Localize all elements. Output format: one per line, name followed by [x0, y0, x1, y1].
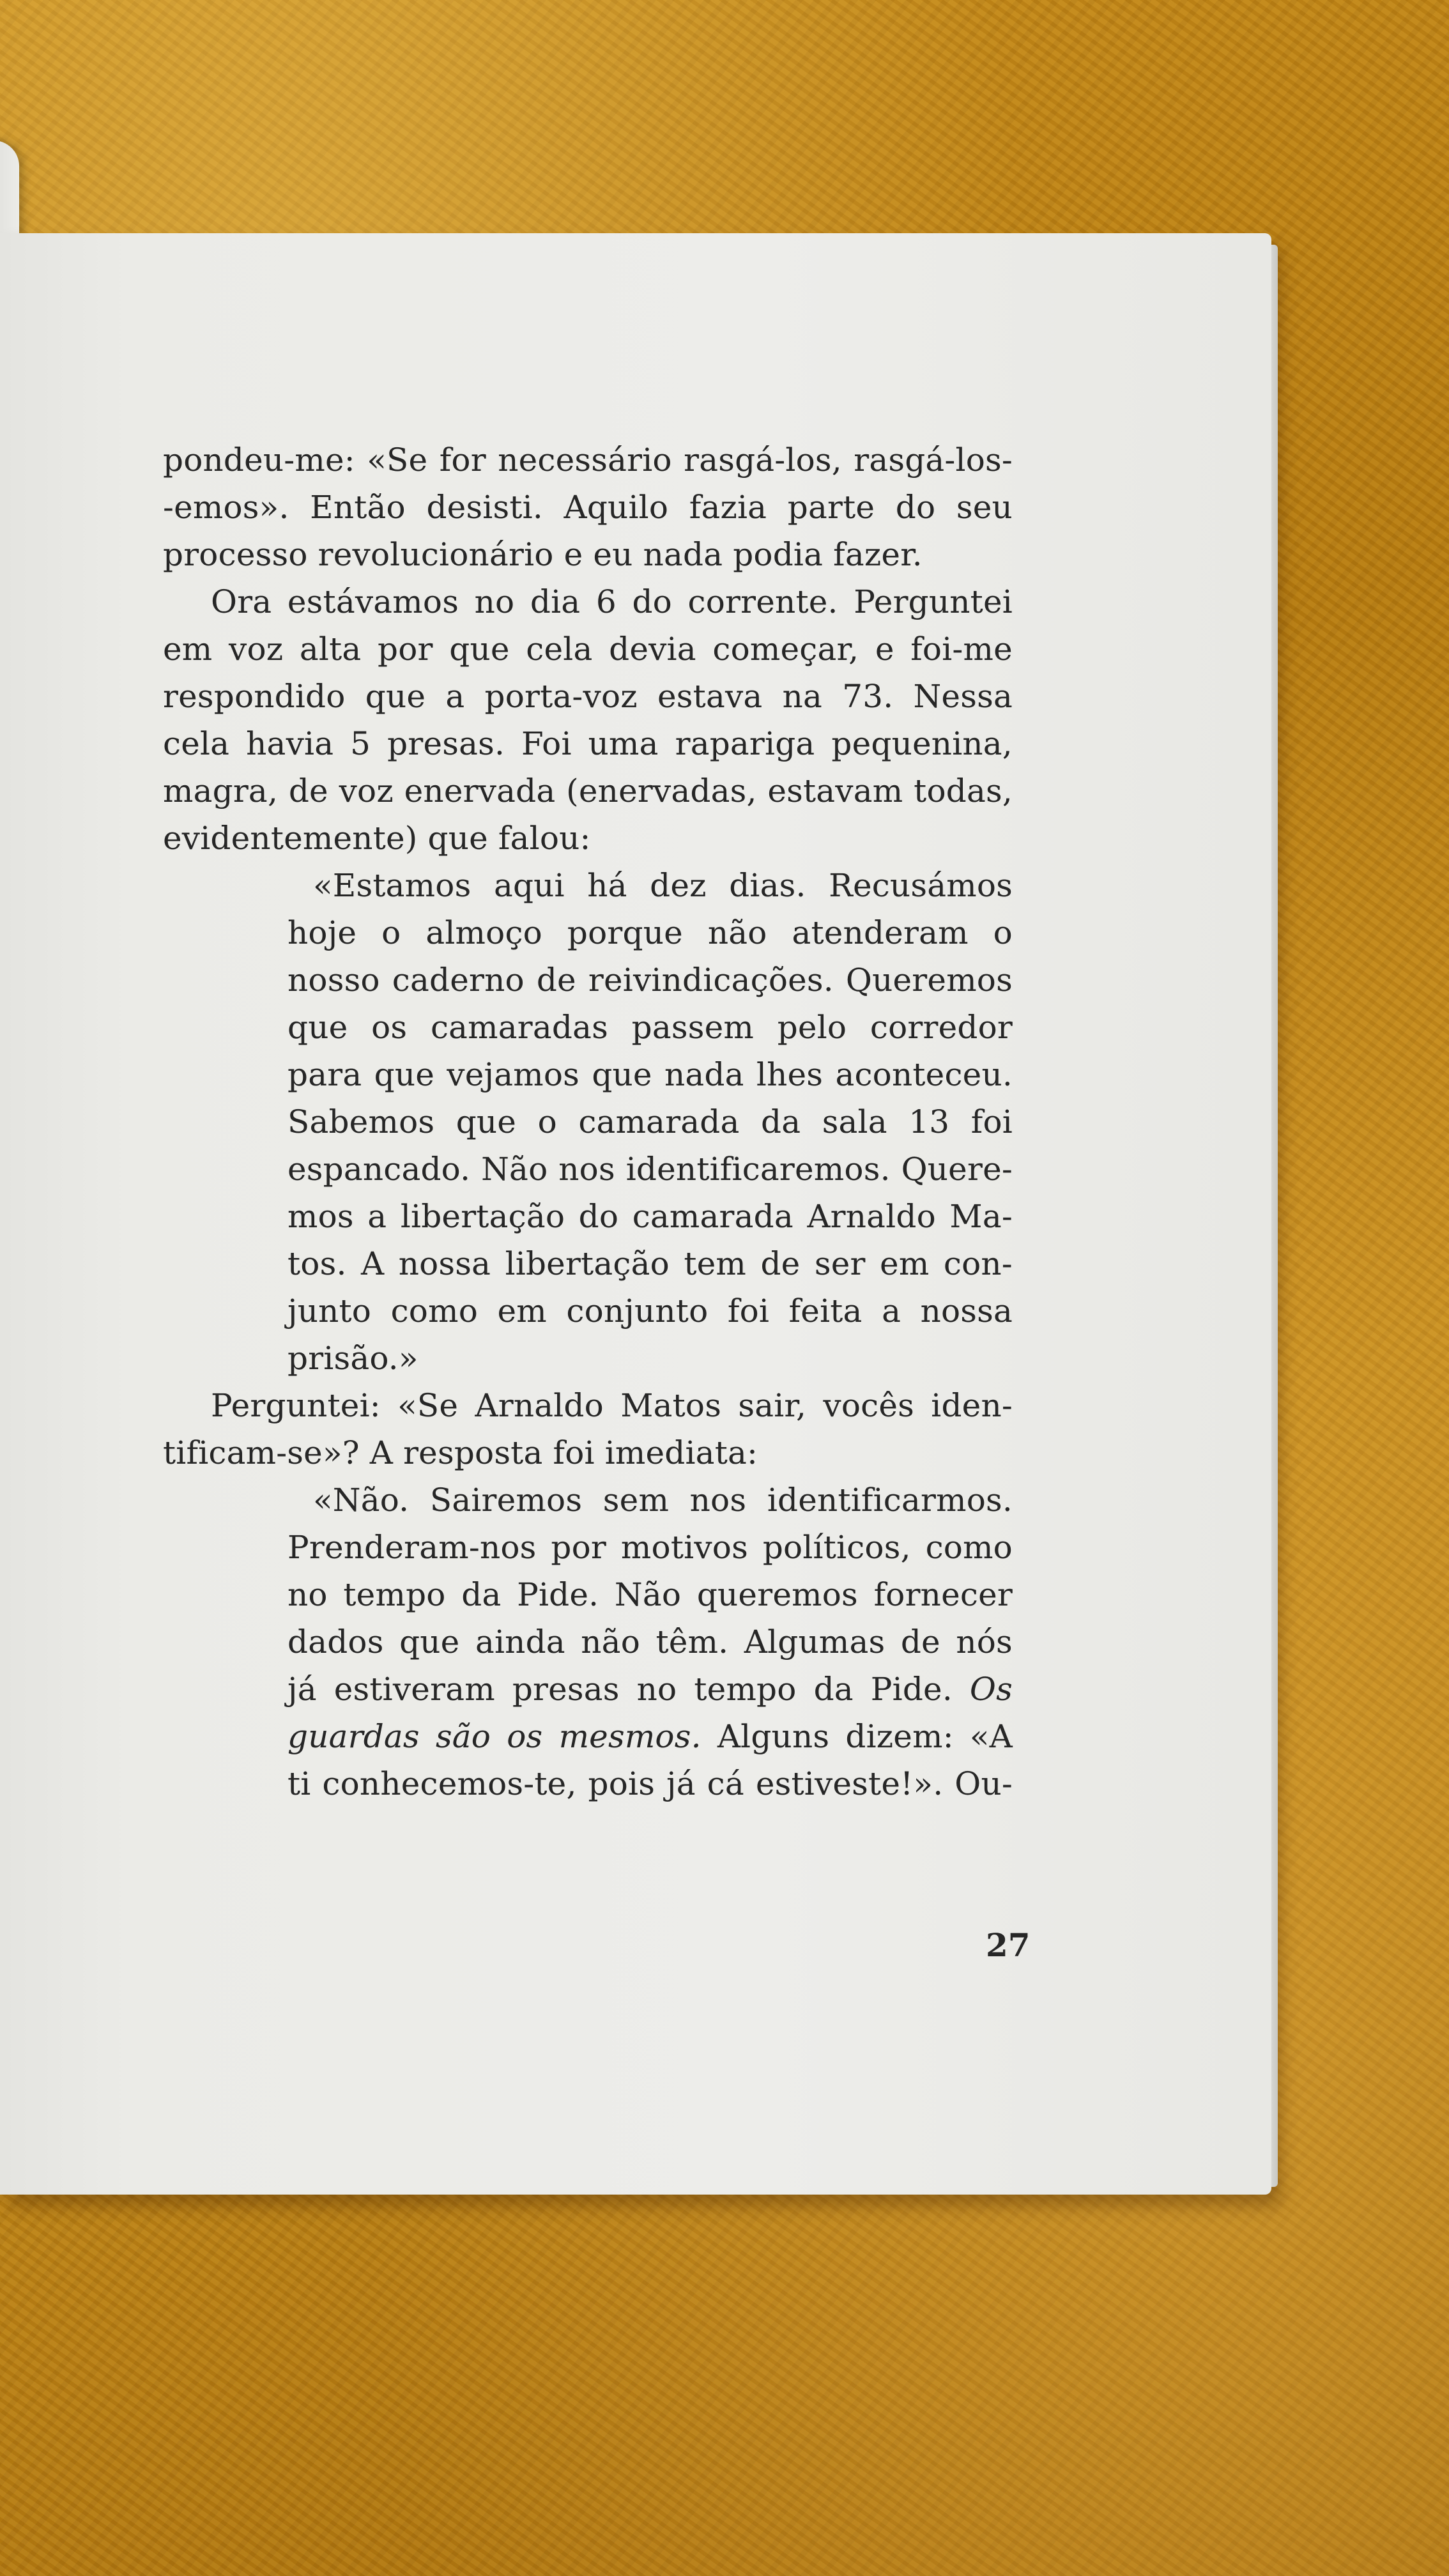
- word: cá: [707, 1765, 744, 1802]
- word: há: [587, 867, 627, 904]
- text-line: [163, 720, 1013, 767]
- word: que: [365, 678, 426, 715]
- word: que: [374, 1056, 435, 1093]
- word: almoço: [425, 914, 542, 951]
- word: Perguntei: [854, 583, 1013, 620]
- word: tem: [684, 1245, 747, 1282]
- word: Queremos: [845, 962, 1013, 999]
- quote-line: [288, 1098, 1013, 1146]
- word: feita: [788, 1292, 862, 1330]
- word: conjunto: [566, 1292, 709, 1330]
- word: 73.: [842, 678, 894, 715]
- text-line: [163, 578, 1013, 625]
- word: dizem:: [845, 1718, 954, 1755]
- word: em: [163, 631, 213, 668]
- word: processo: [163, 536, 308, 573]
- quote-line: [288, 1051, 1013, 1098]
- word: «Se: [397, 1387, 459, 1424]
- word: camaradas: [430, 1009, 608, 1046]
- word: dez: [650, 867, 707, 904]
- word: alta: [299, 631, 362, 668]
- word: aconteceu.: [835, 1056, 1013, 1093]
- word: Não: [614, 1576, 682, 1613]
- word: do: [632, 583, 672, 620]
- word: foi: [553, 1434, 595, 1471]
- word: Ou-: [954, 1765, 1013, 1802]
- quote-line: [288, 1240, 1013, 1287]
- word: 5: [350, 725, 371, 762]
- word: estávamos: [287, 583, 459, 620]
- word: nada: [643, 536, 723, 573]
- word: têm.: [656, 1623, 729, 1660]
- word: tificam-se»?: [163, 1434, 360, 1471]
- word: desisti.: [426, 489, 543, 526]
- word: revolucionário: [318, 536, 554, 573]
- word: de: [536, 962, 576, 999]
- word: sala: [822, 1103, 887, 1140]
- word: nosso: [288, 962, 380, 999]
- block-quote: [163, 862, 1013, 1382]
- word: cela: [526, 631, 593, 668]
- word: corredor: [870, 1009, 1013, 1046]
- quote-line: [288, 1666, 1013, 1713]
- word: fornecer: [873, 1576, 1013, 1613]
- word: Ma-: [949, 1198, 1013, 1235]
- word: que: [427, 820, 488, 857]
- word: identificaremos.: [625, 1151, 891, 1188]
- word: lhes: [756, 1056, 824, 1093]
- quote-line: [288, 1713, 1013, 1760]
- word: foi-me: [910, 631, 1013, 668]
- word: guardas: [288, 1718, 420, 1755]
- word: da: [461, 1576, 502, 1613]
- word: foi: [727, 1292, 770, 1330]
- quote-line: [288, 1193, 1013, 1240]
- word: reivindicações.: [588, 962, 834, 999]
- word: cela: [163, 725, 230, 762]
- word: por: [378, 631, 433, 668]
- word: parte: [787, 489, 875, 526]
- word: conhecemos-te,: [322, 1765, 577, 1802]
- page-text: [163, 436, 1013, 1807]
- word: caderno: [392, 962, 525, 999]
- word: nossa: [398, 1245, 491, 1282]
- quote-line: [288, 1146, 1013, 1193]
- word: «Se: [367, 441, 428, 479]
- word: -emos».: [163, 489, 289, 526]
- word: «Não.: [313, 1482, 410, 1519]
- word: dados: [288, 1623, 384, 1660]
- word: enervada: [404, 772, 556, 809]
- text-line: [163, 484, 1013, 531]
- word: camarada: [632, 1198, 793, 1235]
- word: for: [439, 441, 486, 479]
- quote-line: [288, 1524, 1013, 1571]
- word: libertação: [505, 1245, 670, 1282]
- word: estiveram: [334, 1671, 495, 1708]
- word: Os: [969, 1671, 1013, 1708]
- word: devia: [609, 631, 696, 668]
- word: A: [360, 1245, 385, 1282]
- quote-line: [288, 956, 1013, 1004]
- word: sair,: [738, 1387, 807, 1424]
- word: Pide.: [870, 1671, 953, 1708]
- word: que: [456, 1103, 517, 1140]
- quote-line: [288, 1004, 1013, 1051]
- word: rasgá-los-: [854, 441, 1013, 479]
- word: os: [371, 1009, 408, 1046]
- quote-line: [288, 1287, 1013, 1335]
- word: Perguntei:: [211, 1387, 381, 1424]
- word: que: [449, 631, 510, 668]
- word: magra,: [163, 772, 279, 809]
- word: pondeu-me:: [163, 441, 355, 479]
- word: nos: [689, 1482, 747, 1519]
- word: camarada: [578, 1103, 740, 1140]
- word: imediata:: [604, 1434, 758, 1471]
- quote-line: [288, 1335, 1013, 1382]
- word: pelo: [777, 1009, 847, 1046]
- page-number: 27: [986, 1926, 1031, 1964]
- word: políticos,: [762, 1529, 911, 1566]
- text-line: [163, 436, 1013, 484]
- word: ser: [814, 1245, 866, 1282]
- word: rasgá-los,: [684, 441, 842, 479]
- word: (enervadas,: [566, 772, 757, 809]
- word: de: [900, 1623, 940, 1660]
- word: mesmos.: [558, 1718, 702, 1755]
- word: falou:: [498, 820, 591, 857]
- word: ainda: [475, 1623, 565, 1660]
- word: já: [666, 1765, 696, 1802]
- word: que: [592, 1056, 652, 1093]
- word: motivos: [620, 1529, 748, 1566]
- word: libertação: [400, 1198, 565, 1235]
- word: corrente.: [687, 583, 838, 620]
- word: já: [288, 1671, 317, 1708]
- word: espancado.: [288, 1151, 471, 1188]
- word: Arnaldo: [475, 1387, 604, 1424]
- word: havia: [246, 725, 334, 762]
- word: a: [367, 1198, 387, 1235]
- word: dias.: [729, 867, 806, 904]
- word: de: [288, 772, 328, 809]
- word: identificarmos.: [767, 1482, 1013, 1519]
- word: Não: [481, 1151, 548, 1188]
- word: em: [497, 1292, 547, 1330]
- word: do: [578, 1198, 619, 1235]
- book-page: [0, 233, 1271, 2195]
- word: Ora: [211, 583, 272, 620]
- word: do: [895, 489, 936, 526]
- word: no: [288, 1576, 328, 1613]
- word: em: [880, 1245, 930, 1282]
- text-line: [163, 767, 1013, 815]
- word: e: [564, 536, 583, 573]
- text-line: [163, 625, 1013, 673]
- word: Aquilo: [564, 489, 669, 526]
- word: Sairemos: [429, 1482, 583, 1519]
- word: A: [369, 1434, 394, 1471]
- word: pequenina,: [831, 725, 1013, 762]
- word: evidentemente): [163, 820, 418, 857]
- word: a: [882, 1292, 901, 1330]
- word: nós: [956, 1623, 1013, 1660]
- word: necessário: [498, 441, 672, 479]
- word: começar,: [712, 631, 859, 668]
- word: Então: [310, 489, 406, 526]
- word: fazer.: [833, 536, 923, 573]
- word: Foi: [521, 725, 572, 762]
- word: como: [925, 1529, 1013, 1566]
- word: 6: [595, 583, 617, 620]
- word: Nessa: [913, 678, 1013, 715]
- word: a: [445, 678, 465, 715]
- word: hoje: [288, 914, 357, 951]
- word: prisão.»: [288, 1340, 418, 1377]
- quote-line: [288, 862, 1013, 909]
- word: no: [474, 583, 515, 620]
- text-line: [163, 1429, 1013, 1476]
- word: que: [288, 1009, 348, 1046]
- word: Prenderam-nos: [288, 1529, 537, 1566]
- block-quote: [163, 1476, 1013, 1807]
- word: fazia: [689, 489, 767, 526]
- quote-line: [288, 909, 1013, 956]
- word: o: [381, 914, 401, 951]
- word: rapariga: [675, 725, 815, 762]
- word: dia: [530, 583, 581, 620]
- word: o: [993, 914, 1013, 951]
- word: junto: [288, 1292, 372, 1330]
- word: podia: [733, 536, 824, 573]
- word: na: [782, 678, 823, 715]
- text-line: [163, 1382, 1013, 1429]
- word: «Estamos: [313, 867, 471, 904]
- word: tos.: [288, 1245, 347, 1282]
- word: presas: [512, 1671, 620, 1708]
- word: eu: [593, 536, 633, 573]
- word: porta-voz: [484, 678, 638, 715]
- word: nos: [558, 1151, 615, 1188]
- word: não: [707, 914, 767, 951]
- word: uma: [588, 725, 659, 762]
- word: sem: [602, 1482, 670, 1519]
- word: Quere-: [901, 1151, 1013, 1188]
- text-line: [163, 815, 1013, 862]
- word: que: [399, 1623, 460, 1660]
- word: Matos: [620, 1387, 722, 1424]
- word: passem: [631, 1009, 755, 1046]
- word: o: [537, 1103, 557, 1140]
- word: tempo: [694, 1671, 797, 1708]
- word: Recusámos: [829, 867, 1013, 904]
- word: vejamos: [447, 1056, 580, 1093]
- word: presas.: [387, 725, 505, 762]
- word: respondido: [163, 678, 346, 715]
- word: no: [636, 1671, 677, 1708]
- word: pois: [588, 1765, 656, 1802]
- quote-line: [288, 1760, 1013, 1807]
- quote-line: [288, 1618, 1013, 1666]
- word: voz: [339, 772, 394, 809]
- word: tempo: [343, 1576, 446, 1613]
- word: por: [551, 1529, 607, 1566]
- word: todas,: [914, 772, 1013, 809]
- word: nada: [664, 1056, 744, 1093]
- word: atenderam: [792, 914, 969, 951]
- word: vocês: [823, 1387, 914, 1424]
- word: Algumas: [744, 1623, 885, 1660]
- word: «A: [969, 1718, 1013, 1755]
- word: iden-: [931, 1387, 1013, 1424]
- word: estava: [657, 678, 763, 715]
- word: e: [875, 631, 894, 668]
- word: os: [507, 1718, 543, 1755]
- word: são: [435, 1718, 491, 1755]
- word: Alguns: [717, 1718, 830, 1755]
- quote-line: [288, 1571, 1013, 1618]
- word: Sabemos: [288, 1103, 435, 1140]
- word: porque: [567, 914, 683, 951]
- word: seu: [956, 489, 1013, 526]
- word: Arnaldo: [807, 1198, 936, 1235]
- word: estiveste!».: [755, 1765, 944, 1802]
- word: da: [761, 1103, 801, 1140]
- word: voz: [229, 631, 284, 668]
- word: ti: [288, 1765, 311, 1802]
- text-line: [163, 673, 1013, 720]
- word: mos: [288, 1198, 354, 1235]
- word: Pide.: [517, 1576, 599, 1613]
- word: para: [288, 1056, 362, 1093]
- quote-line: [288, 1476, 1013, 1524]
- word: de: [760, 1245, 801, 1282]
- word: queremos: [696, 1576, 858, 1613]
- word: aqui: [493, 867, 565, 904]
- word: resposta: [403, 1434, 543, 1471]
- word: estavam: [767, 772, 903, 809]
- word: nossa: [920, 1292, 1013, 1330]
- word: foi: [970, 1103, 1013, 1140]
- word: da: [813, 1671, 854, 1708]
- word: 13: [908, 1103, 950, 1140]
- text-line: [163, 531, 1013, 578]
- word: não: [581, 1623, 640, 1660]
- word: con-: [943, 1245, 1013, 1282]
- word: como: [390, 1292, 479, 1330]
